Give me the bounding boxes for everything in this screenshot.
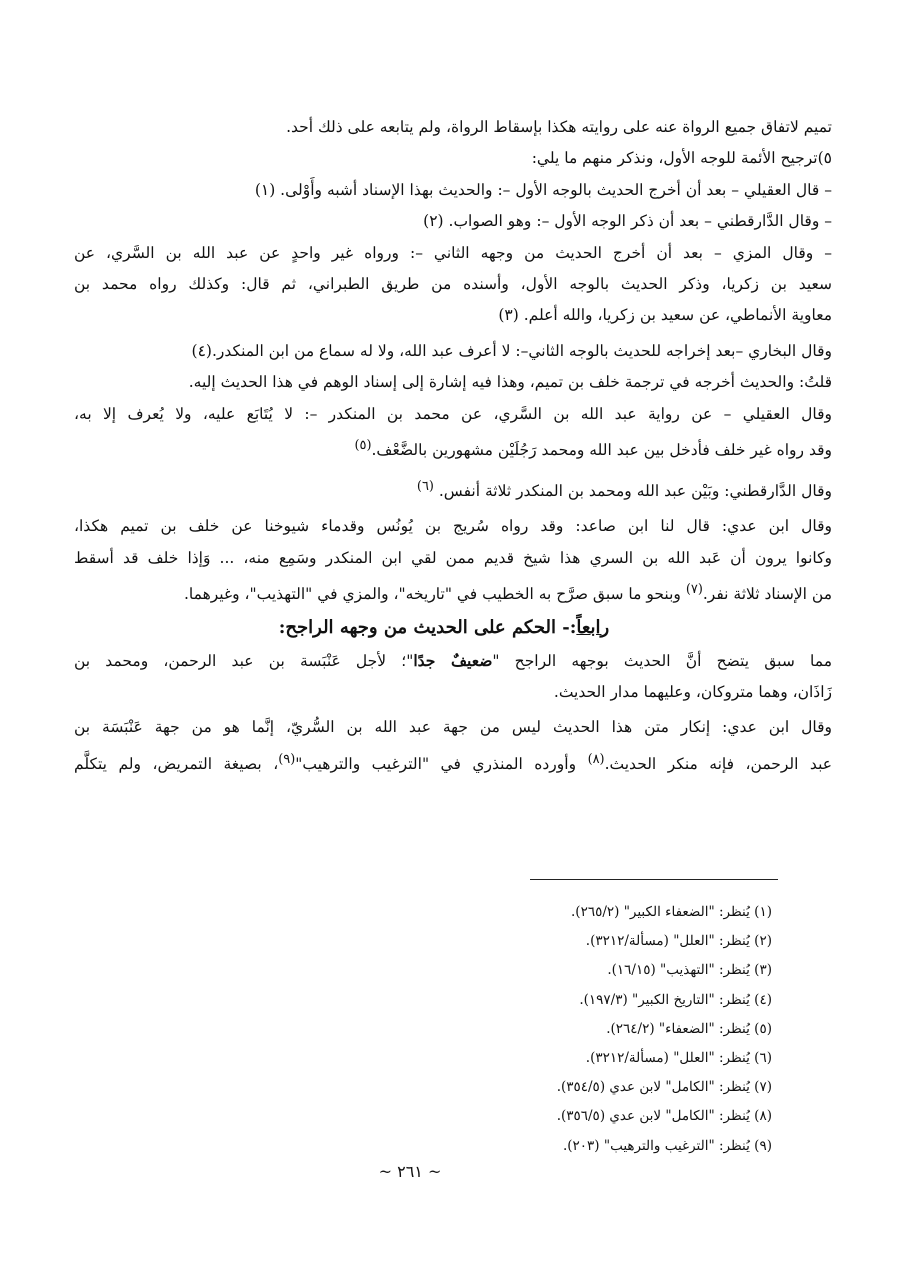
footnote: (٤) يُنظر: "التاريخ الكبير" (١٩٧/٣). xyxy=(579,991,772,1008)
footnote: (٢) يُنظر: "العلل" (مسألة/٣٢١٢). xyxy=(585,933,772,950)
body-line: وقال ابن عدي: قال لنا ابن صاعد: وقد رواه سُريج بن يُونُس وقدماء شيوخنا عن خلف بن تميم هكذا، xyxy=(74,517,832,536)
body-line xyxy=(74,574,832,611)
footnote: (٣) يُنظر: "التهذيب" (١٦/١٥). xyxy=(607,962,772,979)
body-line: زَاذَان، وهما متروكان، وعليهما مدار الحديث. xyxy=(553,682,832,701)
body-line: وقال البخاري –بعد إخراجه للحديث بالوجه الثاني–: لا أعرف عبد الله، ولا له سماع من ابن المنكدر.(٤) xyxy=(191,341,832,360)
footnote-ref: (٥) xyxy=(354,438,372,454)
body-line: – قال العقيلي – بعد أن أخرج الحديث بالوجه الأول –: والحديث بهذا الإسناد أشبه وأَوْلى. (١) xyxy=(254,180,832,199)
body-line: ٥)ترجيح الأئمة للوجه الأول، ونذكر منهم ما يلي: xyxy=(531,149,832,168)
body-line: وقال العقيلي – عن رواية عبد الله بن السَّري، عن محمد بن المنكدر –: لا يُتَابَع عليه، ولا يُعرف إلا به، xyxy=(74,404,832,423)
section-number: رابعاً xyxy=(576,616,610,638)
section-heading xyxy=(74,611,832,645)
body-line: معاوية الأنماطي، عن سعيد بن زكريا، والله أعلم. (٣) xyxy=(498,306,832,325)
body-line: وقال ابن عدي: إنكار متن هذا الحديث ليس من جهة عبد الله بن السُّريّ، إنَّما هو من جهة عَنْبَسَة بن xyxy=(74,718,832,737)
body-line xyxy=(74,471,832,508)
body-line: – وقال المزي – بعد أن أخرج الحديث من وجهه الثاني –: ورواه غير واحدٍ عن عبد الله بن السَّري، عن xyxy=(74,243,832,262)
footnote-ref: (٨) xyxy=(587,751,605,767)
page-body xyxy=(74,112,832,780)
footnotes xyxy=(557,898,772,1161)
section-title: :- الحكم على الحديث من وجهه الراجح: xyxy=(278,616,577,638)
verdict-text: ضعيفٌ جدًا xyxy=(413,650,493,670)
footnote-ref: (٩) xyxy=(278,751,296,767)
body-text: وقد رواه غير خلف فأدخل بين عبد الله ومحمد رَجُلَيْن مشهورين بالضَّعْف. xyxy=(371,441,832,460)
body-line: وكانوا يرون أن عَبد الله بن السري هذا شيخ قديم ممن لقي ابن المنكدر وسَمِع منه، ... وَإذا خلف قد أسقط xyxy=(74,548,832,567)
body-text: مما سبق يتضح أنَّ الحديث بوجهه الراجح " xyxy=(492,651,832,670)
body-line: تميم لاتفاق جميع الرواة عنه على روايته هكذا بإسقاط الرواة، ولم يتابعه على ذلك أحد. xyxy=(286,118,832,136)
footnote-ref: (٧) xyxy=(685,582,703,597)
body-line xyxy=(74,744,832,781)
body-text: وأورده المنذري في "الترغيب والترهيب" xyxy=(295,754,577,773)
footnote: (٨) يُنظر: "الكامل" لابن عدي (٣٥٦/٥). xyxy=(556,1108,772,1125)
body-text: وقال الدَّارقطني: وبَيْن عبد الله ومحمد بن المنكدر ثلاثة أنفس. xyxy=(438,481,832,500)
footnote: (٩) يُنظر: "الترغيب والترهيب" (٢٠٣). xyxy=(562,1137,772,1154)
body-text: من الإسناد ثلاثة نفر. xyxy=(702,585,832,604)
footnote: (٦) يُنظر: "العلل" (مسألة/٣٢١٢). xyxy=(585,1050,772,1067)
footnote-divider xyxy=(530,879,778,880)
body-line: سعيد بن زكريا، وذكر الحديث بالوجه الأول، وأسنده من طريق الطبراني، ثم قال: وكذلك رواه محمد بن xyxy=(74,275,832,294)
body-line: – وقال الدَّارقطني – بعد أن ذكر الوجه الأول –: وهو الصواب. (٢) xyxy=(423,212,832,231)
footnote: (١) يُنظر: "الضعفاء الكبير" (٢٦٥/٢). xyxy=(571,904,772,920)
body-line xyxy=(74,430,832,467)
footnote: (٥) يُنظر: "الضعفاء" (٢٦٤/٢). xyxy=(606,1020,772,1037)
body-text: وبنحو ما سبق صرَّح به الخطيب في "تاريخه"، والمزي في "التهذيب"، وغيرهما. xyxy=(183,585,681,604)
body-text: "؛ لأجل عَنْبَسة بن عبد الرحمن، ومحمد بن xyxy=(74,651,414,670)
page-number: ~ ٢٦١ ~ xyxy=(378,1162,442,1181)
footnote: (٧) يُنظر: "الكامل" لابن عدي (٣٥٤/٥). xyxy=(556,1079,772,1096)
body-text: عبد الرحمن، فإنه منكر الحديث. xyxy=(604,754,832,773)
body-line: قلتُ: والحديث أخرجه في ترجمة خلف بن تميم، وهذا فيه إشارة إلى إسناد الوهم في هذا الحديث إليه. xyxy=(188,373,832,392)
body-line xyxy=(74,645,832,677)
body-text: ، بصيغة التمريض، ولم يتكلَّم xyxy=(74,754,279,773)
footnote-ref: (٦) xyxy=(416,478,434,494)
